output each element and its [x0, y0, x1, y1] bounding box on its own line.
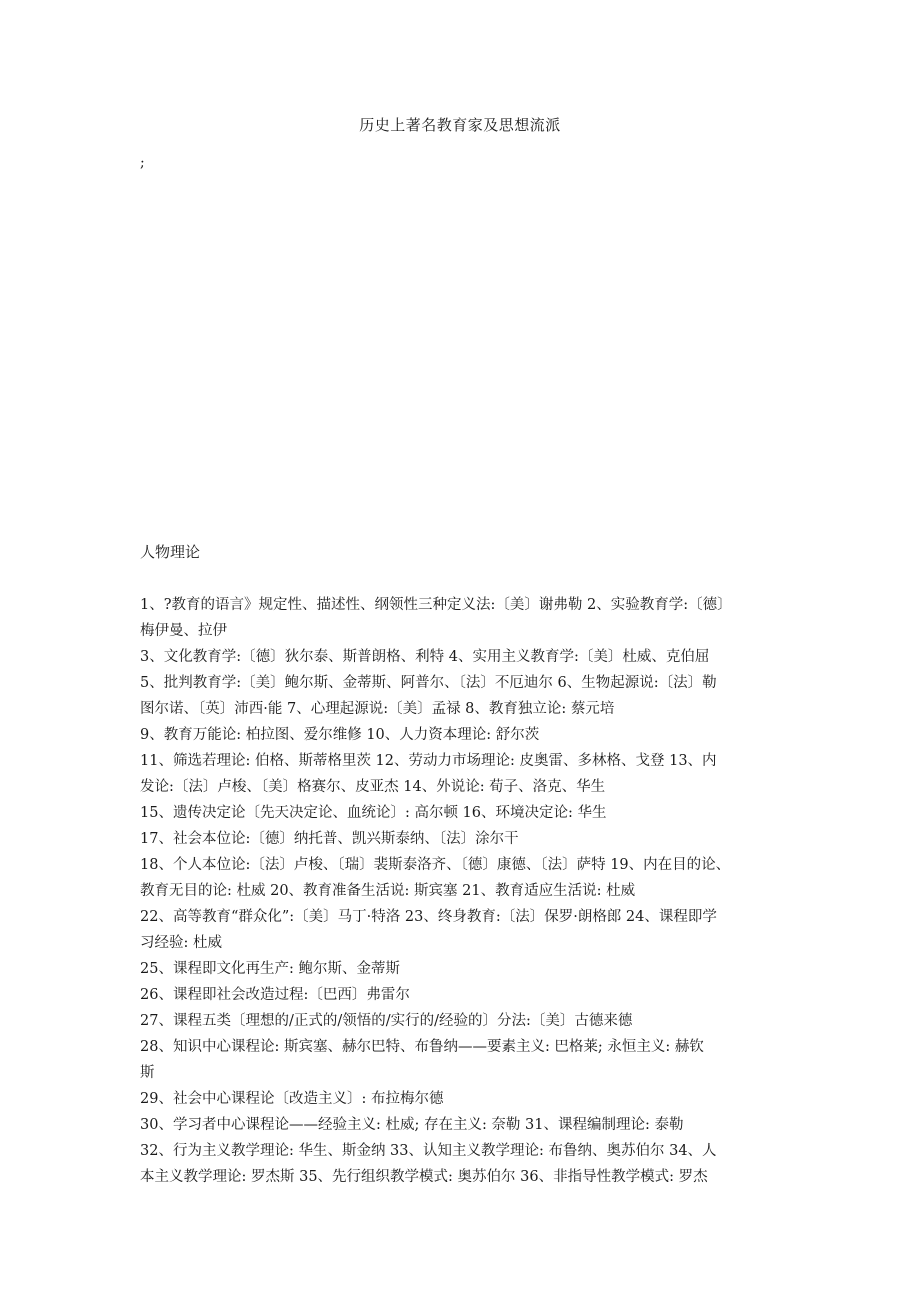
text-line: 9、教育万能论: 柏拉图、爱尔维修 10、人力资本理论: 舒尔茨: [140, 727, 540, 743]
text-line: 本主义教学理论: 罗杰斯 35、先行组织教学模式: 奥苏伯尔 36、非指导性教学模式: 罗杰: [140, 1169, 708, 1185]
document-title: 历史上著名教育家及思想流派: [359, 116, 561, 134]
text-line: 梅伊曼、拉伊: [140, 623, 227, 639]
section-heading: 人物理论: [140, 543, 201, 561]
text-line: 5、批判教育学:〔美〕鲍尔斯、金蒂斯、阿普尔、〔法〕不厄迪尔 6、生物起源说:〔法〕勒: [140, 675, 717, 691]
text-line: 1、?教育的语言》规定性、描述性、纲领性三种定义法:〔美〕谢弗勒 2、实验教育学:〔德〕: [140, 597, 732, 613]
text-line: 29、社会中心课程论〔改造主义〕: 布拉梅尔德: [140, 1091, 444, 1107]
text-line: 图尔诺、〔英〕沛西·能 7、心理起源说:〔美〕孟禄 8、教育独立论: 蔡元培: [140, 701, 615, 717]
text-line: 发论:〔法〕卢梭、〔美〕格赛尔、皮亚杰 14、外说论: 荀子、洛克、华生: [140, 779, 606, 795]
text-line: 17、社会本位论:〔德〕纳托普、凯兴斯泰纳、〔法〕涂尔干: [140, 831, 519, 847]
text-line: 15、遗传决定论〔先天决定论、血统论〕: 高尔顿 16、环境决定论: 华生: [140, 805, 607, 821]
text-line: 22、高等教育“群众化”:〔美〕马丁·特洛 23、终身教育:〔法〕保罗·朗格郎 24、课程即学: [140, 909, 717, 925]
stray-punctuation: ;: [140, 155, 145, 171]
text-line: 27、课程五类〔理想的/正式的/领悟的/实行的/经验的〕分法:〔美〕古德来德: [140, 1013, 633, 1029]
text-line: 教育无目的论: 杜威 20、教育准备生活说: 斯宾塞 21、教育适应生活说: 杜威: [140, 883, 636, 899]
text-line: 32、行为主义教学理论: 华生、斯金纳 33、认知主义教学理论: 布鲁纳、奥苏伯尔 34、人: [140, 1143, 717, 1159]
text-line: 30、学习者中心课程论——经验主义: 杜威; 存在主义: 奈勒 31、课程编制理论: 泰勒: [140, 1117, 684, 1133]
body-text: [140, 592, 785, 1190]
text-line: 28、知识中心课程论: 斯宾塞、赫尔巴特、布鲁纳——要素主义: 巴格莱; 永恒主义: 赫钦: [140, 1039, 704, 1055]
text-line: 26、课程即社会改造过程:〔巴西〕弗雷尔: [140, 987, 410, 1003]
text-line: 习经验: 杜威: [140, 935, 222, 951]
text-line: 3、文化教育学:〔德〕狄尔泰、斯普朗格、利特 4、实用主义教育学:〔美〕杜威、克伯屈: [140, 649, 710, 665]
text-line: 11、筛选若理论: 伯格、斯蒂格里茨 12、劳动力市场理论: 皮奥雷、多林格、戈登 13、内: [140, 753, 717, 769]
text-line: 25、课程即文化再生产: 鲍尔斯、金蒂斯: [140, 961, 400, 977]
text-line: 斯: [140, 1065, 155, 1081]
text-line: 18、个人本位论:〔法〕卢梭、〔瑞〕裴斯泰洛齐、〔德〕康德、〔法〕萨特 19、内在目的论、: [140, 857, 731, 873]
